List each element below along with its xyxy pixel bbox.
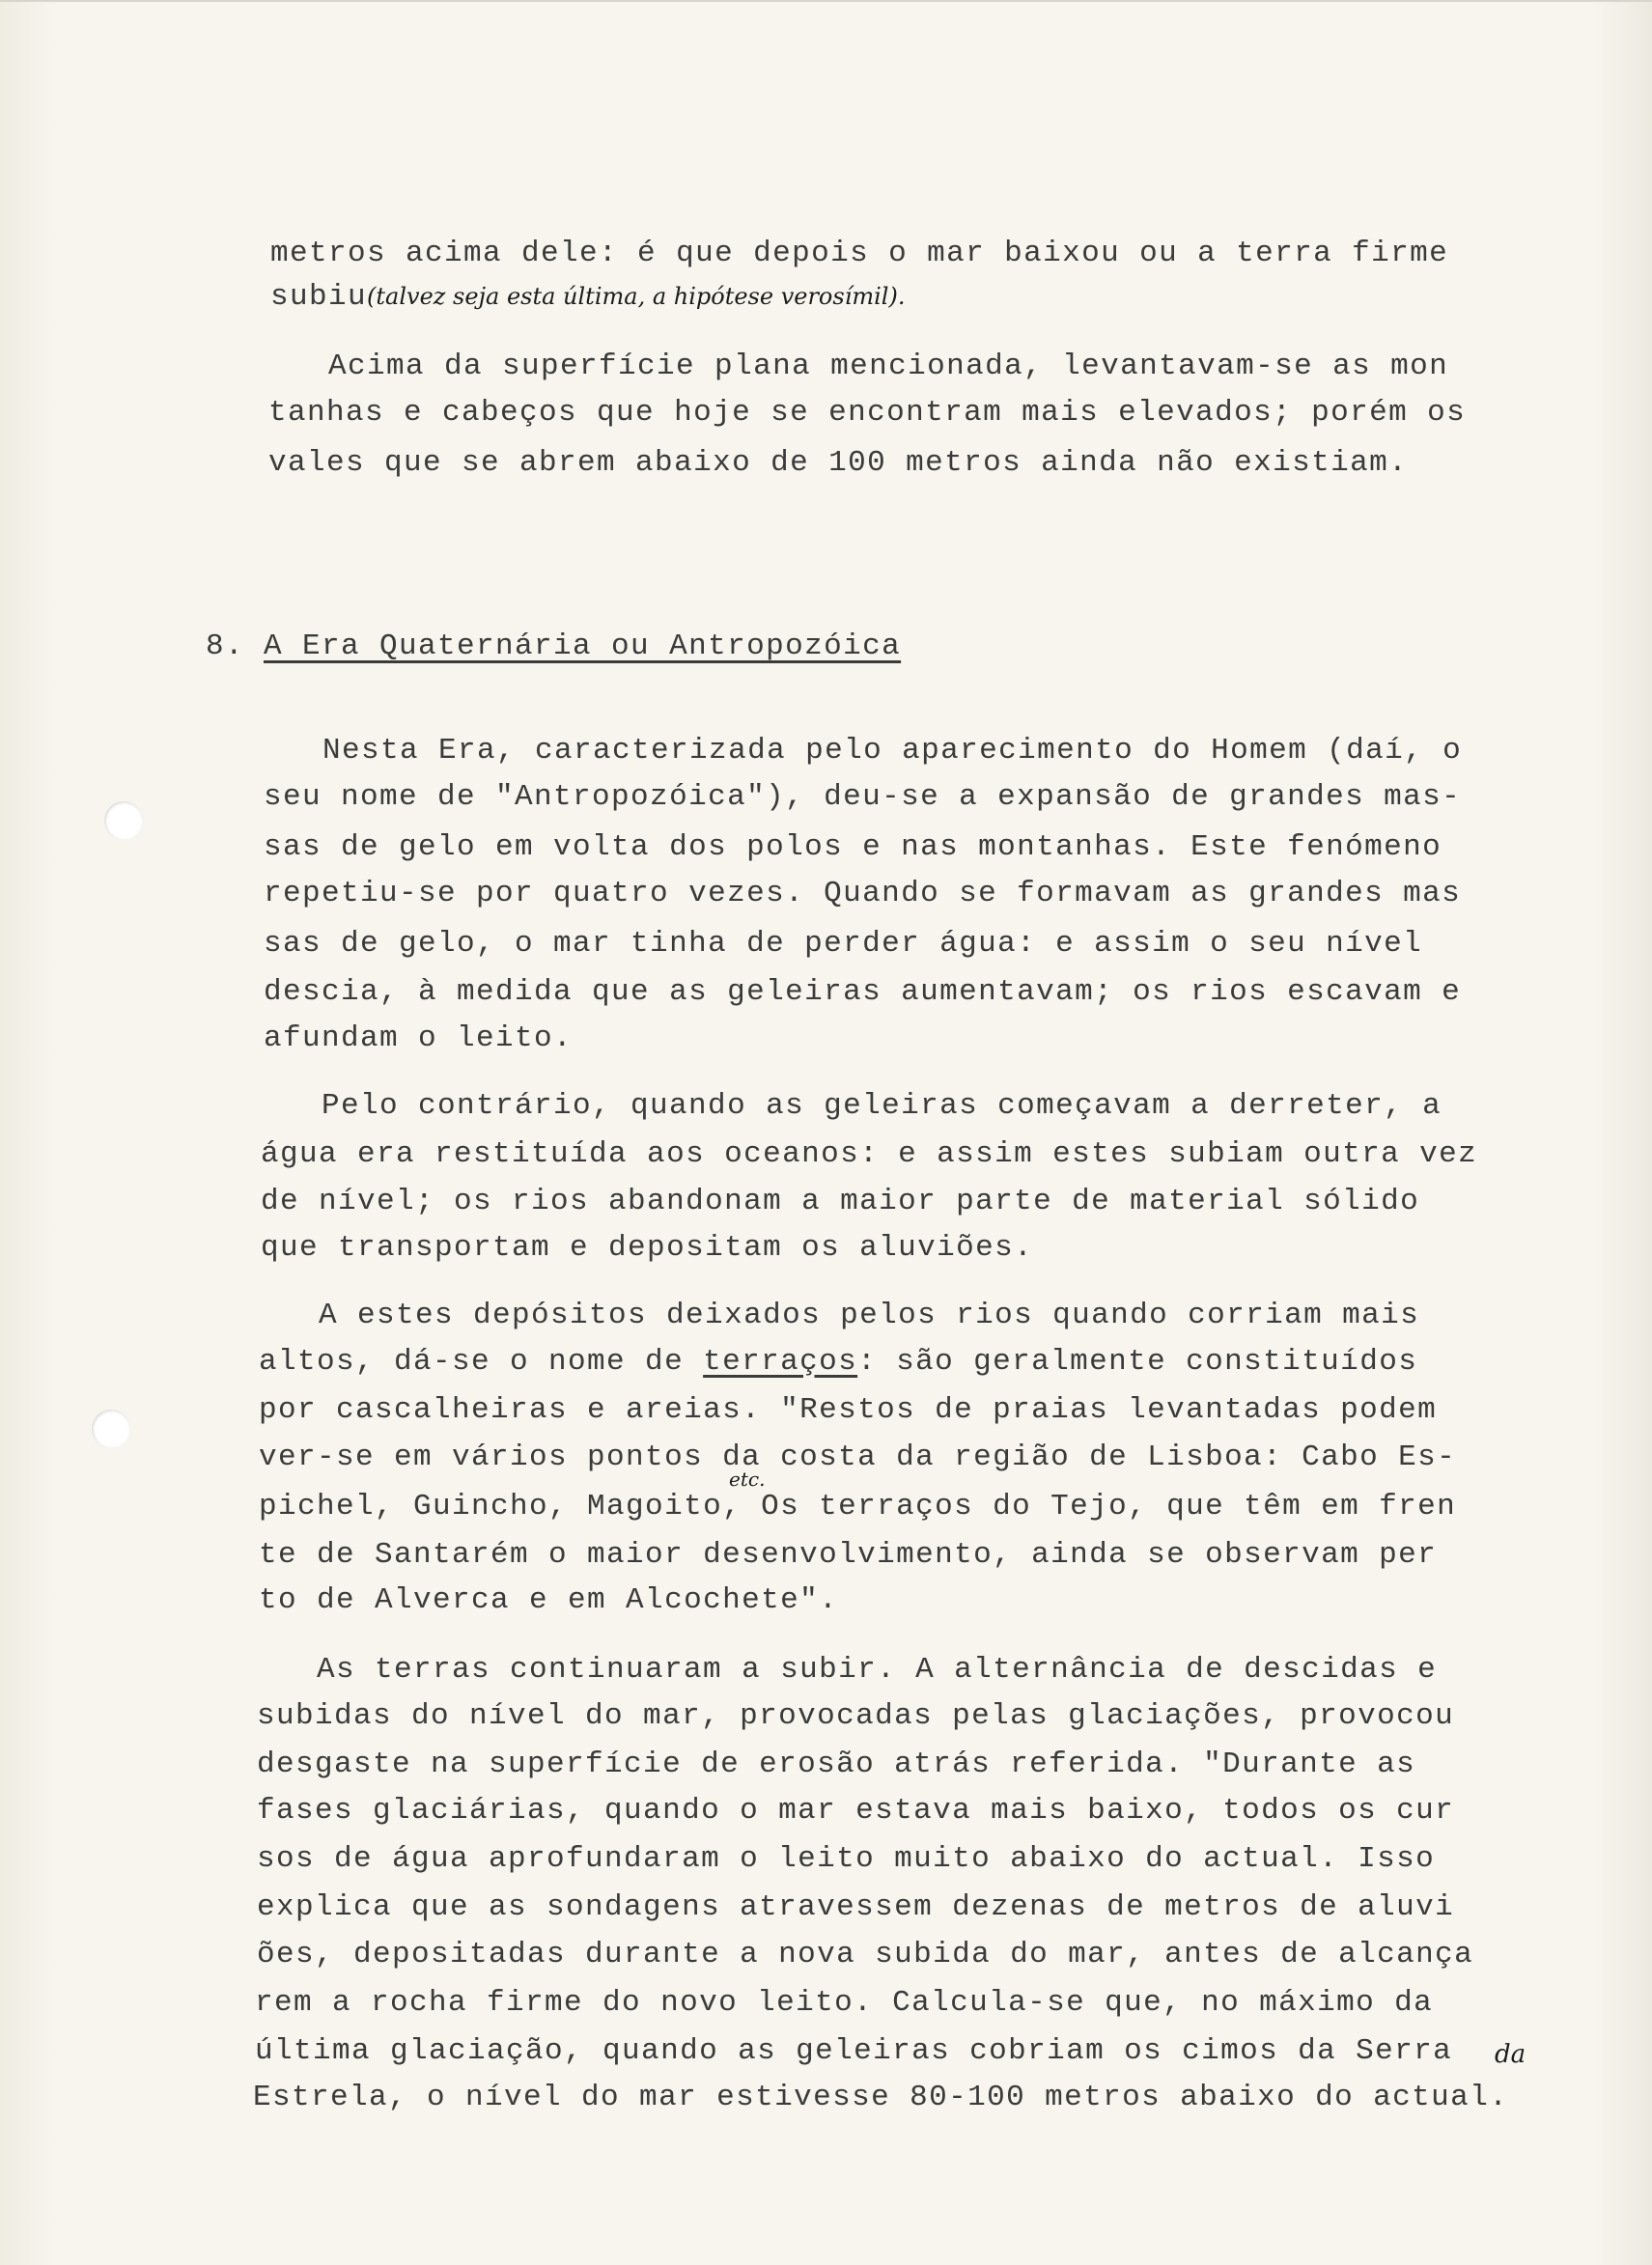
text-line: subidas do nível do mar, provocadas pelas glaciações, provocou bbox=[257, 1699, 1455, 1733]
text-line: Nesta Era, caracterizada pelo aparecimento do Homem (daí, o bbox=[322, 734, 1463, 768]
punch-hole-bottom bbox=[92, 1410, 130, 1448]
text-line: pichel, Guincho, Magoito, Os terraços do Tejo, que têm em fren bbox=[259, 1490, 1457, 1524]
text-line: seu nome de "Antropozóica"), deu-se a expansão de grandes mas- bbox=[264, 780, 1462, 814]
text-line: te de Santarém o maior desenvolvimento, ainda se observam per bbox=[259, 1538, 1438, 1572]
text-line: de nível; os rios abandonam a maior parte de material sólido bbox=[261, 1185, 1420, 1218]
text-line: ver-se em vários pontos da costa da região de Lisboa: Cabo Es- bbox=[259, 1440, 1457, 1474]
text-line: repetiu-se por quatro vezes. Quando se formavam as grandes mas bbox=[264, 877, 1462, 910]
text-fragment: : são geralmente constituídos bbox=[857, 1345, 1418, 1379]
text-line: última glaciação, quando as geleiras cobriam os cimos da Serra bbox=[255, 2034, 1453, 2068]
text-line: Pelo contrário, quando as geleiras começavam a derreter, a bbox=[322, 1089, 1442, 1123]
text-line: As terras continuaram a subir. A alternância de descidas e bbox=[317, 1653, 1438, 1687]
text-line: sos de água aprofundaram o leito muito abaixo do actual. Isso bbox=[257, 1842, 1436, 1876]
section-title: A Era Quaternária ou Antropozóica bbox=[264, 629, 902, 663]
text-line: água era restituída aos oceanos: e assim estes subiam outra vez bbox=[261, 1137, 1478, 1171]
handwritten-annotation: (talvez seja esta última, a hipótese verosímil). bbox=[367, 283, 906, 310]
text-fragment: subiu bbox=[270, 280, 368, 314]
text-line: que transportam e depositam os aluviões. bbox=[261, 1231, 1034, 1265]
text-line: Acima da superfície plana mencionada, levantavam-se as mon bbox=[328, 350, 1449, 383]
text-line bbox=[270, 280, 905, 314]
punch-hole-top bbox=[104, 801, 143, 840]
text-line: ões, depositadas durante a nova subida do mar, antes de alcança bbox=[257, 1938, 1474, 1971]
text-line: sas de gelo, o mar tinha de perder água: e assim o seu nível bbox=[264, 927, 1423, 961]
underlined-term: terraços bbox=[703, 1345, 858, 1379]
text-line: explica que as sondagens atravessem dezenas de metros de aluvi bbox=[257, 1890, 1455, 1924]
text-line: descia, à medida que as geleiras aumentavam; os rios escavam e bbox=[264, 975, 1462, 1009]
text-line: rem a rocha firme do novo leito. Calcula-se que, no máximo da bbox=[255, 1986, 1434, 2020]
handwritten-annotation: da bbox=[1495, 2040, 1526, 2069]
text-line: tanhas e cabeços que hoje se encontram mais elevados; porém os bbox=[268, 396, 1467, 430]
text-line: vales que se abrem abaixo de 100 metros ainda não existiam. bbox=[268, 446, 1409, 480]
text-line: afundam o leito. bbox=[264, 1021, 574, 1055]
text-line: to de Alverca e em Alcochete". bbox=[259, 1583, 839, 1617]
text-line: metros acima dele: é que depois o mar baixou ou a terra firme bbox=[270, 237, 1449, 270]
text-line: A estes depósitos deixados pelos rios quando corriam mais bbox=[319, 1299, 1420, 1332]
text-fragment: altos, dá-se o nome de bbox=[259, 1345, 704, 1379]
text-line: sas de gelo em volta dos polos e nas montanhas. Este fenómeno bbox=[264, 830, 1442, 864]
text-line: por cascalheiras e areias. "Restos de praias levantadas podem bbox=[259, 1393, 1438, 1427]
section-number: 8. bbox=[206, 629, 245, 663]
text-line: desgaste na superfície de erosão atrás referida. "Durante as bbox=[257, 1748, 1416, 1781]
text-line: Estrela, o nível do mar estivesse 80-100 metros abaixo do actual. bbox=[253, 2081, 1509, 2114]
handwritten-annotation: etc. bbox=[729, 1468, 766, 1491]
text-line: fases glaciárias, quando o mar estava mais baixo, todos os cur bbox=[257, 1794, 1455, 1828]
text-line bbox=[259, 1345, 1417, 1379]
